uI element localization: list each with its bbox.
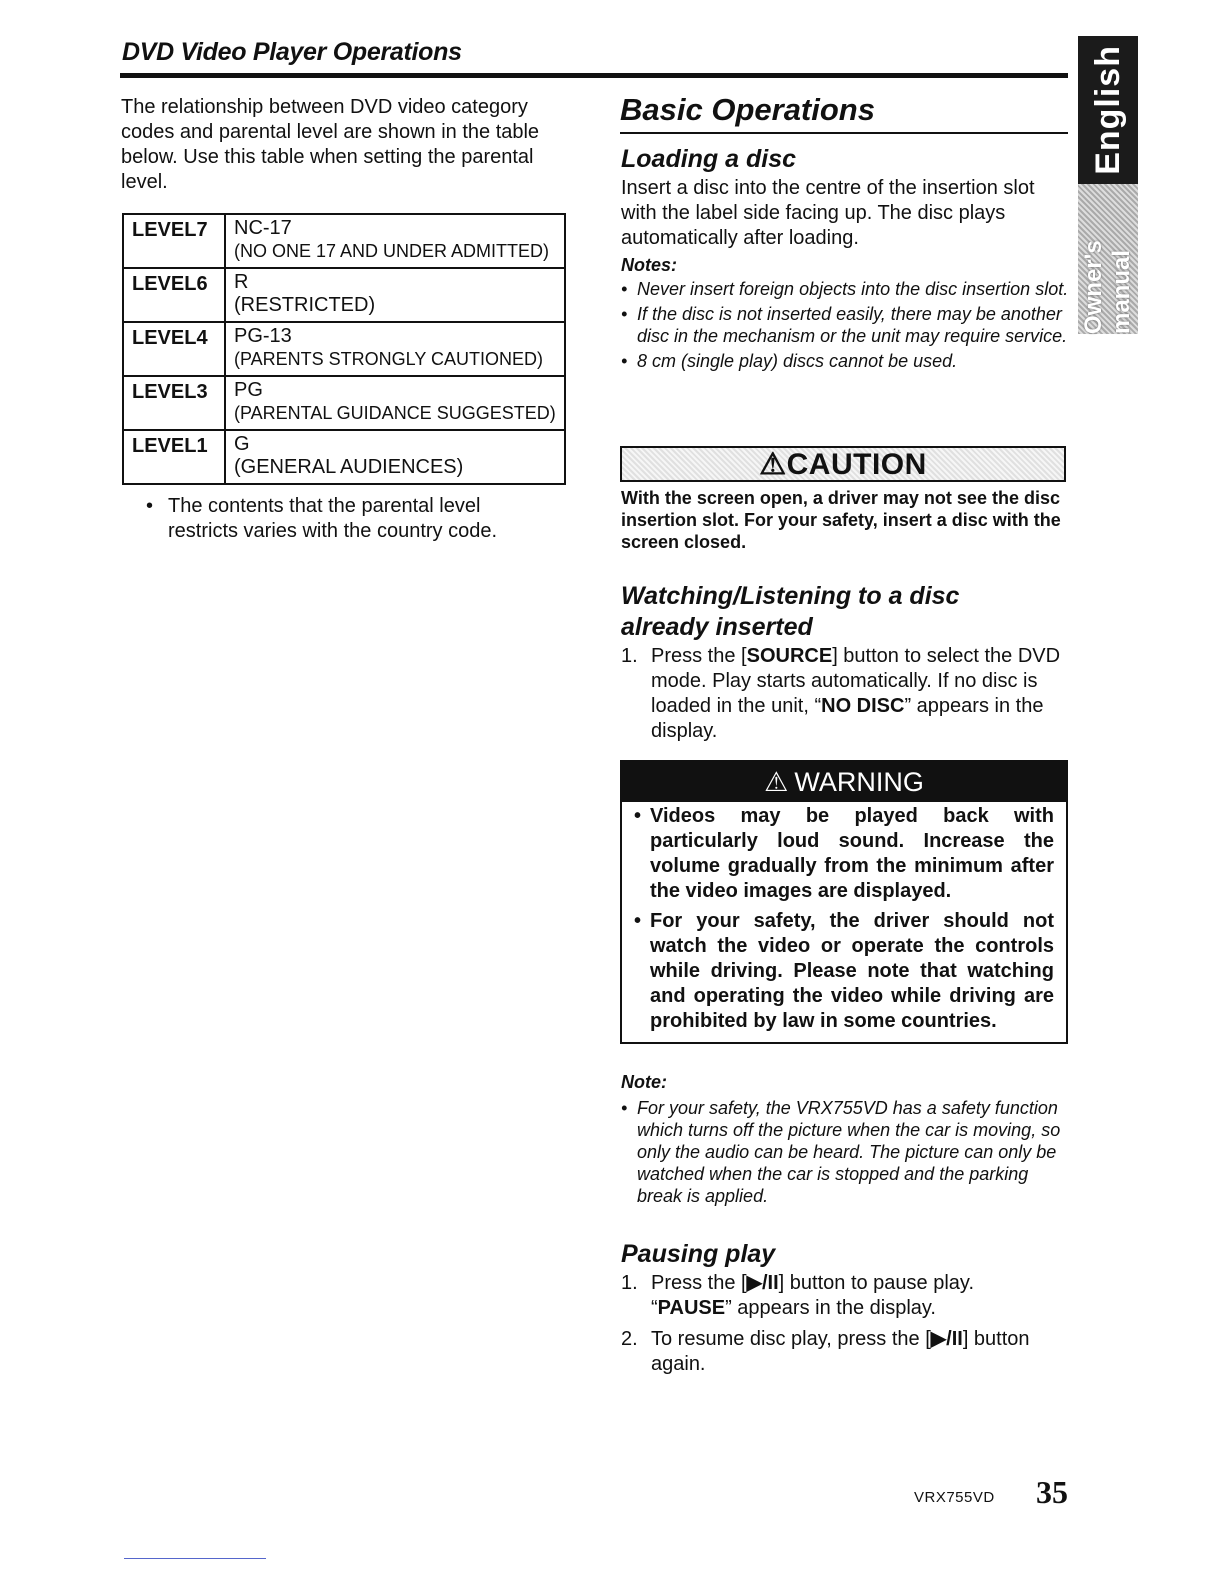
- rating-cell: [225, 322, 565, 376]
- loading-heading: Loading a disc: [621, 145, 797, 173]
- display-message: PAUSE: [657, 1297, 726, 1319]
- country-code-bullet: [146, 494, 546, 544]
- level-cell: LEVEL4: [123, 322, 225, 376]
- safety-note: [621, 1072, 1061, 1207]
- manual-label: Owner's manual: [1080, 240, 1135, 334]
- step-text: ” appears in the display.: [651, 695, 1044, 742]
- caution-banner: [620, 446, 1066, 482]
- step-text: “: [651, 1297, 658, 1319]
- level-cell: LEVEL6: [123, 268, 225, 322]
- step-text: To resume disc play, press the [: [651, 1328, 931, 1350]
- step-text: ] button to pause play.: [778, 1272, 974, 1294]
- rating-desc: (PARENTAL GUIDANCE SUGGESTED): [234, 403, 556, 423]
- step-number: 1.: [621, 645, 638, 667]
- parental-level-table: [122, 213, 566, 485]
- warning-item: [634, 909, 1054, 1034]
- rating-desc: (PARENTS STRONGLY CAUTIONED): [234, 349, 544, 369]
- rating-code: NC-17: [234, 217, 292, 239]
- step-text: ” appears in the display.: [725, 1297, 936, 1319]
- step-text: Press the [: [651, 645, 747, 667]
- bullet-dot-icon: •: [621, 304, 628, 324]
- pausing-heading: Pausing play: [621, 1240, 776, 1268]
- pausing-steps: [621, 1271, 1071, 1377]
- step-text: ] button to select the DVD mode. Play starts automatically. If no disc is loaded in the unit, “: [651, 645, 1061, 717]
- language-side-tab: [1078, 36, 1138, 336]
- language-label: English: [1088, 45, 1127, 175]
- watching-heading-line1: Watching/Listening to a disc: [621, 582, 960, 610]
- loading-body: Insert a disc into the centre of the insertion slot with the label side facing up. The disc plays automatically after loading.: [621, 177, 1035, 249]
- page-number: 35: [1036, 1474, 1068, 1510]
- rating-desc: (GENERAL AUDIENCES): [234, 456, 464, 478]
- section-rule: [620, 132, 1068, 134]
- bullet-dot-icon: •: [621, 1098, 628, 1118]
- header-rule: [120, 73, 1068, 78]
- note-heading: Note:: [621, 1072, 667, 1092]
- rating-code: PG-13: [234, 325, 292, 347]
- rating-cell: [225, 430, 565, 484]
- rating-desc: (RESTRICTED): [234, 294, 376, 316]
- footer-model: VRX755VD: [914, 1489, 995, 1506]
- level-cell: LEVEL7: [123, 214, 225, 268]
- display-message: NO DISC: [821, 695, 905, 717]
- rating-code: PG: [234, 379, 263, 401]
- caution-text: With the screen open, a driver may not see the disc insertion slot. For your safety, insert a disc with the screen closed.: [621, 488, 1061, 552]
- page-header-title: DVD Video Player Operations: [122, 38, 462, 66]
- warning-header: [622, 762, 1066, 802]
- caution-label: ⚠CAUTION: [759, 447, 927, 481]
- watching-section: [621, 580, 1071, 750]
- step-text: Press the [: [651, 1272, 747, 1294]
- play-pause-key: ▶/II: [746, 1272, 779, 1294]
- watching-steps: [621, 644, 1071, 744]
- rating-code: G: [234, 433, 250, 455]
- section-title: Basic Operations: [620, 92, 875, 127]
- warning-triangle-icon: ⚠: [759, 447, 787, 481]
- bullet-dot-icon: •: [621, 279, 628, 299]
- table-row: [123, 322, 565, 376]
- bullet-dot-icon: •: [634, 805, 642, 827]
- warning-item: [634, 804, 1054, 904]
- note-item: [621, 1097, 1061, 1207]
- note-text: For your safety, the VRX755VD has a safety function which turns off the picture when the car is moving, so only the audio can be heard. The picture can only be watched when the car is stopped and the parking break is applied.: [637, 1098, 1061, 1206]
- level-cell: LEVEL1: [123, 430, 225, 484]
- bullet-dot-icon: •: [621, 351, 628, 371]
- note-item: [621, 278, 1071, 300]
- bullet-text: The contents that the parental level restricts varies with the country code.: [168, 495, 498, 542]
- table-row: [123, 214, 565, 268]
- rating-cell: [225, 214, 565, 268]
- warning-box: [620, 760, 1068, 1044]
- play-pause-key: ▶/II: [930, 1328, 963, 1350]
- watching-heading-line2: already inserted: [621, 613, 813, 641]
- rating-cell: [225, 376, 565, 430]
- note-text: Never insert foreign objects into the disc insertion slot.: [637, 279, 1069, 299]
- loading-section: [621, 145, 1071, 372]
- step-item: [621, 1327, 1071, 1377]
- pausing-section: [621, 1240, 1071, 1383]
- step-text: ] button again.: [651, 1328, 1030, 1375]
- rating-code: R: [234, 271, 249, 293]
- level-cell: LEVEL3: [123, 376, 225, 430]
- intro-paragraph: The relationship between DVD video category codes and parental level are shown in the table below. Use this table when setting the parental level.: [121, 96, 540, 193]
- step-number: 2.: [621, 1328, 638, 1350]
- language-tab: [1078, 36, 1138, 184]
- rating-desc: (NO ONE 17 AND UNDER ADMITTED): [234, 241, 550, 261]
- note-item: [621, 303, 1071, 347]
- table-row: [123, 268, 565, 322]
- step-item: [621, 644, 1071, 744]
- rating-cell: [225, 268, 565, 322]
- bullet-dot-icon: •: [634, 910, 642, 932]
- footer-rule: [124, 1558, 266, 1559]
- step-number: 1.: [621, 1272, 638, 1294]
- table-row: [123, 376, 565, 430]
- warning-text: For your safety, the driver should not watch the video or operate the controls while driving. Please note that watching and operating the video while driving are prohibited by law in some countries.: [650, 910, 1054, 1032]
- step-item: [621, 1271, 1071, 1321]
- warning-label: WARNING: [794, 766, 924, 797]
- warning-triangle-icon: ⚠: [764, 766, 789, 797]
- source-key: SOURCE: [746, 645, 833, 667]
- warning-text: Videos may be played back with particularly loud sound. Increase the volume gradually from the minimum after the video images are displayed.: [650, 805, 1054, 902]
- manual-tab: [1078, 184, 1138, 334]
- notes-heading: Notes:: [621, 255, 678, 275]
- note-item: [621, 350, 1071, 372]
- note-text: 8 cm (single play) discs cannot be used.: [637, 351, 958, 371]
- bullet-dot-icon: •: [146, 495, 154, 517]
- table-row: [123, 430, 565, 484]
- note-text: If the disc is not inserted easily, there may be another disc in the mechanism or the unit may require service.: [637, 304, 1068, 346]
- warning-body: [634, 804, 1054, 1039]
